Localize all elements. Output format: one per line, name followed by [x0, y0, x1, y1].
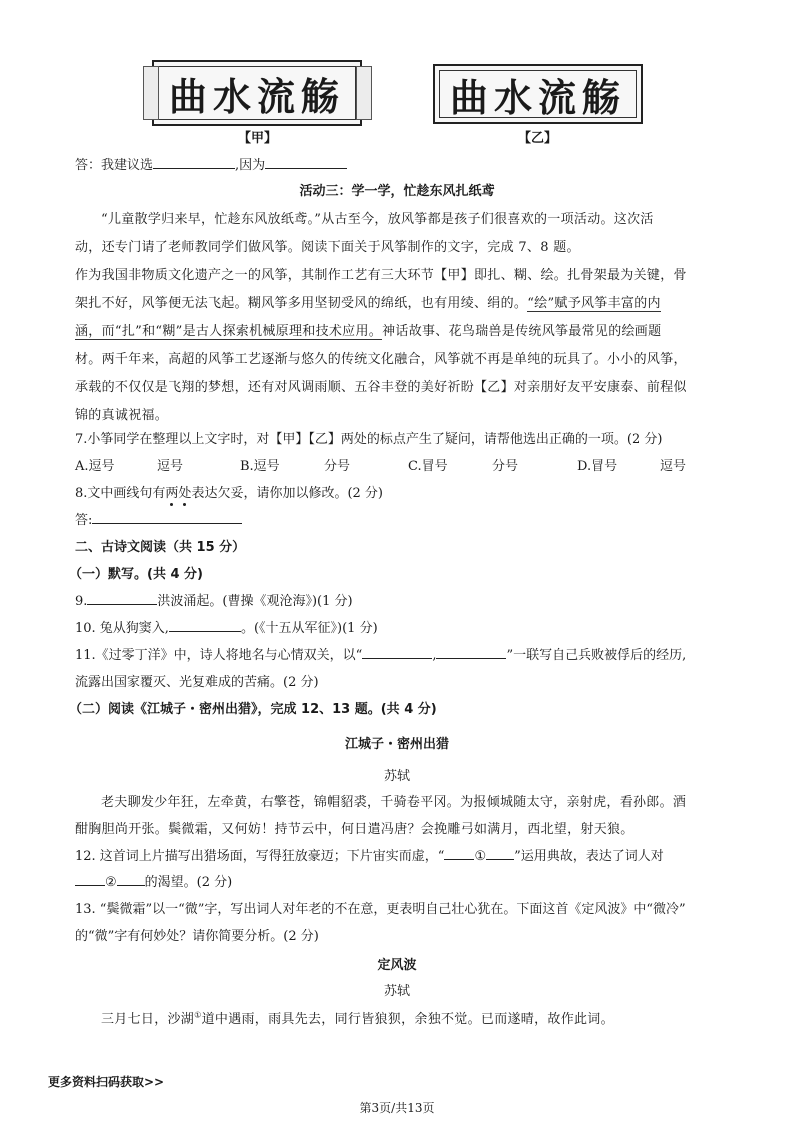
passage-line-3 [75, 320, 661, 339]
poem2-title: 定风波 [377, 958, 417, 973]
image-yi-text: 曲水流觞 [449, 75, 626, 120]
passage-line-3-text: 神话故事、花鸟瑞兽是传统风筝最常见的绘画题 [382, 324, 662, 339]
q12-blank-1a[interactable] [444, 847, 474, 860]
q12-text-b: ”运用典故，表达了词人对 [514, 849, 664, 864]
image-jia-board [152, 60, 362, 126]
image-yi-board [433, 64, 643, 124]
underlined-sentence-b: 涵，而“扎”和“糊”是古人探索机械原理和技术应用。 [75, 324, 383, 339]
poem1-line-1: 老夫聊发少年狂，左牵黄，右擎苍，锦帽貂裘，千骑卷平冈。为报倾城随太守，亲射虎，看孙郎。酒 [101, 795, 687, 810]
poem2-footnote-mark: ① [194, 1010, 202, 1020]
poem1-line-2: 酣胸胆尚开张。鬓微霜，又何妨！持节云中，何日遣冯唐？会挽雕弓如满月，西北望，射天狼。 [75, 822, 634, 837]
q11-text-b: ”一联写自己兵败被俘后的经历, [506, 648, 687, 663]
more-resources-link[interactable]: 更多资料扫码获取>> [48, 1075, 165, 1089]
image-jia-text: 曲水流觞 [168, 73, 345, 119]
passage-line-6: 锦的真诚祝福。 [75, 408, 169, 423]
intro-line-1: “儿童散学归来早，忙趁东风放纸鸢。”从古至今，放风筝都是孩子们很喜欢的一项活动。这次活 [101, 212, 654, 227]
q7-option-b-second: 分号 [324, 459, 351, 474]
q7-option-c[interactable] [408, 455, 448, 474]
q11-line-2: 流露出国家覆灭、光复难成的苦痛。(2 分) [75, 675, 319, 690]
q12-blank-2b[interactable] [117, 873, 145, 886]
poem2-preface-a: 三月七日，沙湖 [101, 1012, 195, 1027]
board-jia-right-roll [356, 66, 372, 120]
q7-stem: 7.小筝同学在整理以上文字时，对【甲】【乙】两处的标点产生了疑问，请帮他选出正确的一项。(2 分) [75, 432, 663, 447]
q7-option-d-first: D.冒号 [577, 459, 618, 474]
q9 [75, 590, 353, 609]
q9-blank[interactable] [87, 592, 157, 605]
passage-line-5: 承载的不仅仅是飞翔的梦想，还有对风调雨顺、五谷丰登的美好祈盼【乙】对亲朋好友平安康泰、前程似 [75, 380, 687, 395]
image-jia-label: 【甲】 [238, 131, 278, 146]
q12-marker-2: ② [105, 875, 117, 890]
q7-option-c-second: 分号 [492, 459, 519, 474]
q11-comma: , [432, 648, 437, 663]
q8-emphasis-2: 处 [178, 486, 192, 501]
q8-answer-line [75, 509, 242, 528]
answer-prefix: 答：我建议选 [75, 158, 154, 173]
q8-text-a: 8.文中画线句有 [75, 486, 166, 501]
page-number: 第3页/共13页 [359, 1101, 435, 1115]
q7-option-b[interactable] [240, 455, 280, 474]
q13-line-2: 的“微”字有何妙处？请你简要分析。(2 分) [75, 929, 319, 944]
poem1-title: 江城子・密州出猎 [344, 737, 449, 752]
q11-blank-2[interactable] [436, 646, 506, 659]
board-jia-left-roll [143, 66, 159, 120]
q9-num: 9. [75, 594, 88, 609]
passage-line-2 [75, 292, 661, 311]
q11-blank-1[interactable] [362, 646, 432, 659]
intro-line-2: 动，还专门请了老师教同学们做风筝。阅读下面关于风筝制作的文字，完成 7、8 题。 [75, 240, 580, 255]
underlined-sentence-a: “绘”赋予风筝丰富的内 [527, 296, 661, 311]
q12-line-2 [75, 871, 232, 890]
section2-sub2: （二）阅读《江城子・密州出猎》，完成 12、13 题。(共 4 分) [69, 702, 437, 717]
q7-option-d[interactable] [577, 455, 617, 474]
q7-option-a-first: A.逗号 [75, 459, 115, 474]
activity3-title: 活动三：学一学，忙趁东风扎纸鸢 [299, 184, 495, 199]
passage-line-2-text: 架扎不好，风筝便无法飞起。糊风筝多用坚韧受风的绵纸，也有用绫、绢的。 [75, 296, 528, 311]
q8-answer-label: 答: [75, 513, 93, 528]
q10-tail: 。(《十五从军征》)(1 分) [240, 621, 378, 636]
answer-line-1 [75, 154, 347, 173]
q12-blank-1b[interactable] [486, 847, 514, 860]
q11-line-1 [75, 644, 686, 663]
q7-option-c-first: C.冒号 [408, 459, 448, 474]
q12-line-1 [75, 845, 664, 864]
q7-option-d-second: 逗号 [660, 459, 687, 474]
poem2-preface [101, 1008, 614, 1027]
q12-text-a: 12. 这首词上片描写出猎场面，写得狂放豪迈；下片宙实而虚，“ [75, 849, 445, 864]
passage-line-1: 作为我国非物质文化遗产之一的风筝，其制作工艺有三大环节【甲】即扎、糊、绘。扎骨架最为关键，骨 [75, 268, 687, 283]
q12-text-c: 的渴望。(2 分) [144, 875, 233, 890]
q10 [75, 617, 378, 636]
answer-blank-2[interactable] [265, 156, 347, 169]
q12-marker-1: ① [474, 849, 487, 864]
poem2-preface-b: 道中遇雨，雨具先去，同行皆狼狈，余独不觉。已而遂晴，故作此词。 [201, 1012, 614, 1027]
q11-text-a: 11.《过零丁洋》中，诗人将地名与心情双关，以“ [75, 648, 363, 663]
q8-answer-blank[interactable] [92, 511, 242, 524]
answer-blank-1[interactable] [153, 156, 235, 169]
q10-text: 10. 兔从狗窦入, [75, 621, 169, 636]
q10-blank[interactable] [169, 619, 241, 632]
passage-line-4: 材。两千年来，高超的风筝工艺逐渐与悠久的传统文化融合，风筝就不再是单纯的玩具了。小小的风筝， [75, 352, 687, 367]
section2-title: 二、古诗文阅读（共 15 分） [75, 540, 246, 555]
answer-mid: ,因为 [235, 158, 266, 173]
q8-emphasis-1: 两 [165, 486, 179, 501]
q13-line-1: 13. “鬓微霜”以一“微”字，写出词人对年老的不在意，更表明自己壮心犹在。下面这首《定风波》中“微冷” [75, 902, 686, 917]
poem1-author: 苏轼 [383, 769, 410, 784]
image-yi-label: 【乙】 [518, 131, 558, 146]
q7-option-a[interactable] [75, 455, 115, 474]
q7-option-b-first: B.逗号 [240, 459, 280, 474]
poem2-author: 苏轼 [383, 984, 410, 999]
q8-text-b: 表达欠妥，请你加以修改。(2 分) [191, 486, 383, 501]
q12-blank-2a[interactable] [75, 873, 105, 886]
q7-option-a-second: 逗号 [157, 459, 184, 474]
section2-sub1: （一）默写。(共 4 分) [69, 567, 203, 582]
q9-text: 洪波涌起。(曹操《观沧海》)(1 分) [157, 594, 353, 609]
q8-stem [75, 482, 383, 501]
